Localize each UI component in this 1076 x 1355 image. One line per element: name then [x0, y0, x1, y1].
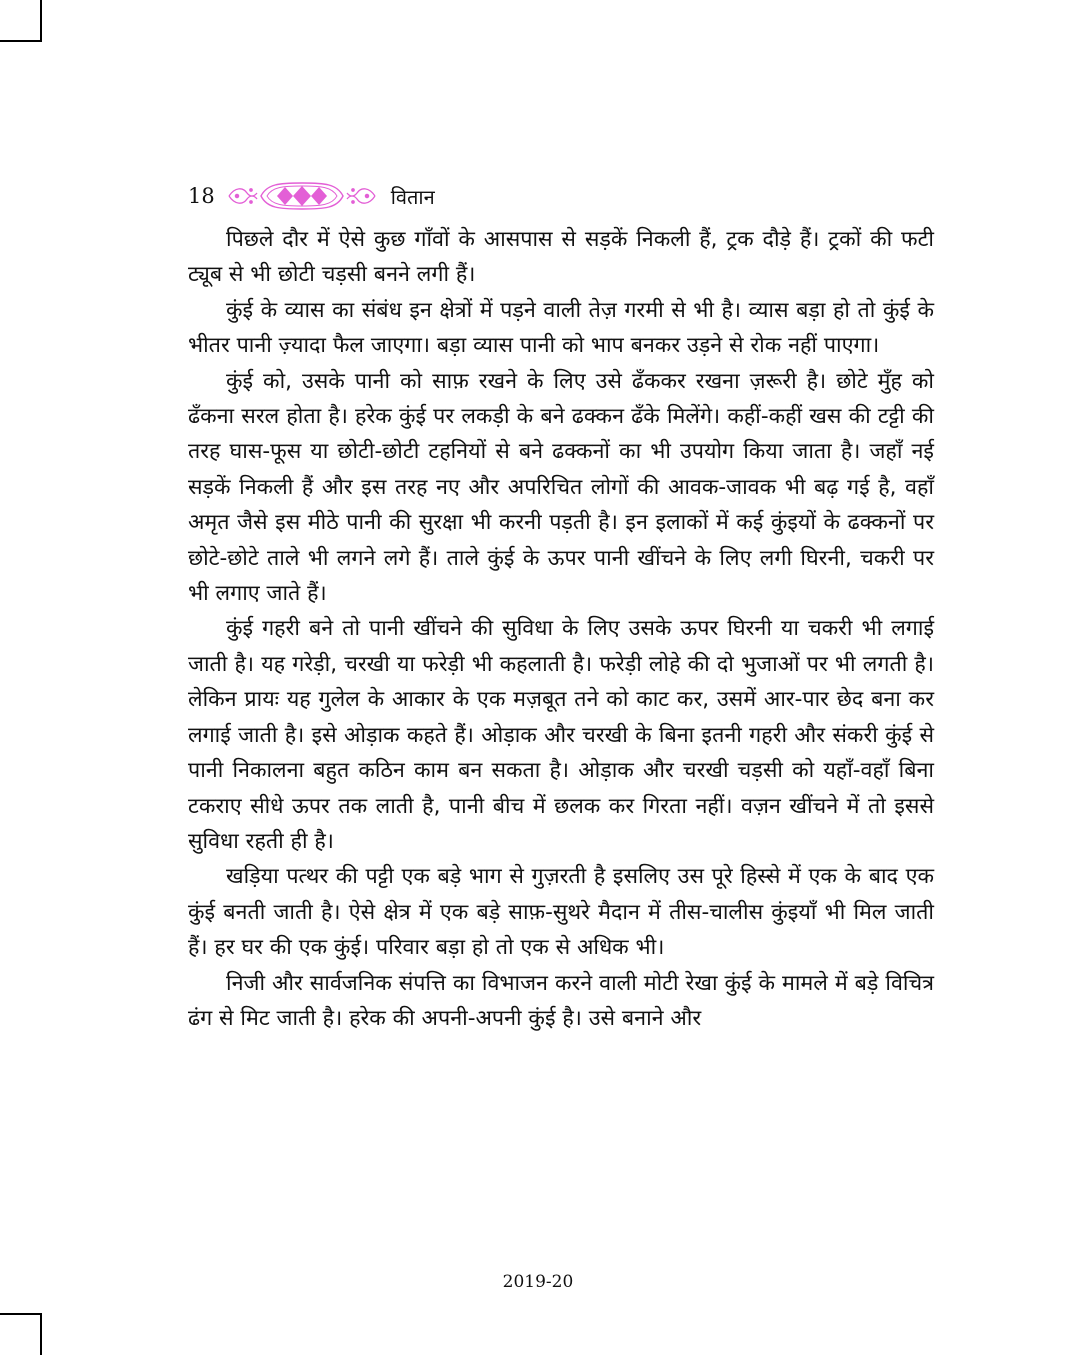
book-title: वितान	[390, 184, 435, 209]
crop-mark-bottom-horizontal	[0, 1313, 42, 1315]
page-header	[188, 181, 938, 211]
crop-mark-top-horizontal	[0, 40, 42, 42]
paragraph: खड़िया पत्थर की पट्टी एक बड़े भाग से गुज़रती है इसलिए उस पूरे हिस्से में एक के बाद एक कुंई बनती जाती है। ऐसे क्षेत्र में एक बड़े साफ़-सुथरे मैदान में तीस-चालीस कुंइयाँ भी मिल जाती हैं। हर घर की एक कुंई। परिवार बड़ा हो तो एक से अधिक भी।	[188, 864, 934, 961]
crop-mark-bottom-vertical	[40, 1313, 42, 1355]
paragraph: पिछले दौर में ऐसे कुछ गाँवों के आसपास से सड़कें निकली हैं, ट्रक दौड़े हैं। ट्रकों की फटी ट्यूब से भी छोटी चड़सी बनने लगी हैं।	[188, 227, 934, 288]
body-text	[188, 222, 934, 1036]
paragraph: कुंई को, उसके पानी को साफ़ रखने के लिए उसे ढँककर रखना ज़रूरी है। छोटे मुँह को ढँकना सरल होता है। हरेक कुंई पर लकड़ी के बने ढक्कन ढँके मिलेंगे। कहीं-कहीं खस की टट्टी की तरह घास-फूस या छोटी-छोटी टहनियों से बने ढक्कनों का भी उपयोग किया जाता है। जहाँ नई सड़कें निकली हैं और इस तरह नए और अपरिचित लोगों की आवक-जावक भी बढ़ गई है, वहाँ अमृत जैसे इस मीठे पानी की सुरक्षा भी करनी पड़ती है। इन इलाकों में कई कुंइयों के ढक्कनों पर छोटे-छोटे ताले भी लगने लगे हैं। ताले कुंई के ऊपर पानी खींचने के लिए लगी घिरनी, चकरी पर भी लगाए जाते हैं।	[188, 368, 934, 607]
paragraph: कुंई के व्यास का संबंध इन क्षेत्रों में पड़ने वाली तेज़ गरमी से भी है। व्यास बड़ा हो तो कुंई के भीतर पानी ज़्यादा फैल जाएगा। बड़ा व्यास पानी को भाप बनकर उड़ने से रोक नहीं पाएगा।	[188, 297, 934, 359]
paragraph: निजी और सार्वजनिक संपत्ति का विभाजन करने वाली मोटी रेखा कुंई के मामले में बड़े विचित्र ढंग से मिट जाती है। हरेक की अपनी-अपनी कुंई है। उसे बनाने और	[188, 970, 934, 1031]
decorative-ornament-icon	[227, 181, 377, 211]
crop-mark-top-vertical	[40, 0, 42, 42]
paragraph: कुंई गहरी बने तो पानी खींचने की सुविधा के लिए उसके ऊपर घिरनी या चकरी भी लगाई जाती है। यह गरेड़ी, चरखी या फरेड़ी भी कहलाती है। फरेड़ी लोहे की दो भुजाओं पर भी लगती है। लेकिन प्रायः यह गुलेल के आकार के एक मज़बूत तने को काट कर, उसमें आर-पार छेद बना कर लगाई जाती है। इसे ओड़ाक कहते हैं। ओड़ाक और चरखी के बिना इतनी गहरी और संकरी कुंई से पानी निकालना बहुत कठिन काम बन सकता है। ओड़ाक और चरखी चड़सी को यहाँ-वहाँ बिना टकराए सीधे ऊपर तक लाती है, पानी बीच में छलक कर गिरता नहीं। वज़न खींचने में तो इससे सुविधा रहती ही है।	[188, 616, 934, 854]
page-footer-year: 2019-20	[502, 1272, 574, 1292]
page-number: 18	[188, 184, 215, 208]
